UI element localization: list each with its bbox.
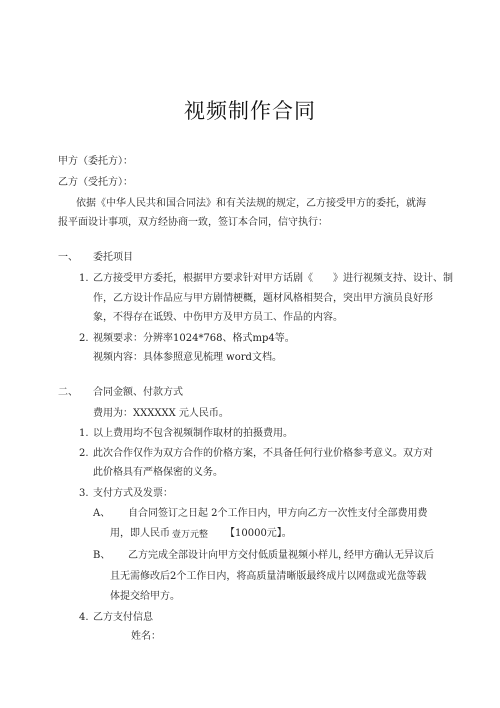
intro-paragraph-line-2: 报平面设计事项，双方经协商一致，签订本合同，信守执行：: [58, 217, 328, 228]
section-2-item-3-number: 3.: [79, 488, 89, 499]
section-2-item-3-text: 支付方式及发票：: [93, 488, 173, 499]
section-2-heading: 合同金额、付款方式: [93, 387, 183, 398]
section-1-item-2-line-1: 视频要求：分辨率1024*768、格式mp4等。: [93, 333, 295, 344]
section-1-item-1-line-1: 乙方接受甲方委托，根据甲方要求针对甲方话剧《 》进行视频支持、设计、制: [93, 273, 453, 284]
section-1-number: 一、: [58, 252, 78, 263]
amount-in-words: 壹万元整: [172, 530, 209, 540]
section-1-item-2-line-2: 视频内容：具体参照意见梳理 word文档。: [93, 352, 282, 363]
fee-line: 费用为：XXXXXX 元人民币。: [93, 408, 229, 419]
section-1-item-2-number: 2.: [79, 333, 89, 344]
sub-item-a-label: A、: [93, 508, 111, 519]
sub-item-b-line-1-start: 乙方完成全部设计向甲方交付低质量视频小样儿，: [128, 550, 348, 561]
section-2-item-2-line-2: 此价格具有严格保密的义务。: [93, 467, 223, 478]
party-b-label: 乙方（受托方）：: [58, 177, 133, 188]
section-2-item-2-line-1: 此次合作仅作为双方合作的价格方案，不具备任何行业价格参考意义。双方对: [93, 448, 433, 459]
sub-item-a-line-1: 自合同签订之日起 2个工作日内，甲方向乙方一次性支付全部费用费: [128, 508, 428, 519]
section-2-item-4-number: 4.: [79, 612, 89, 623]
sub-item-b-label: B、: [93, 550, 111, 561]
document-title: 视频制作合同: [184, 99, 316, 123]
section-2-item-1-number: 1.: [79, 428, 89, 439]
section-1-item-1-number: 1.: [79, 273, 89, 284]
section-2-number: 二、: [58, 387, 78, 398]
section-1-item-1-line-3: 象，不得存在诋毁、中伤甲方及甲方员工、作品的内容。: [93, 312, 343, 323]
section-2-item-4-text: 乙方支付信息: [93, 612, 153, 623]
sub-item-a-line-2-start: 用，即人民币: [110, 528, 170, 539]
intro-paragraph-line-1: 依据《中华人民共和国合同法》和有关法规的规定，乙方接受甲方的委托，就海: [76, 198, 426, 209]
amount-in-figures: 【10000元】。: [225, 528, 292, 539]
section-1-heading: 委托项目: [93, 252, 133, 263]
section-2-item-1-text: 以上费用均不包含视频制作取材的拍摄费用。: [93, 428, 293, 439]
name-label: 姓名：: [131, 631, 161, 642]
party-a-label: 甲方（委托方）：: [58, 156, 133, 167]
section-2-item-2-number: 2.: [79, 448, 89, 459]
sub-item-b-line-2: 且无需修改后2个工作日内，将高质量清晰版最终成片以网盘或光盘等载: [110, 571, 427, 582]
section-1-item-1-line-2: 作，乙方设计作品应与甲方剧情梗概，题材风格相契合，突出甲方演员良好形: [93, 293, 433, 304]
sub-item-b-line-1-end: 经甲方确认无异议后: [344, 550, 434, 561]
sub-item-b-line-3: 体提交给甲方。: [110, 591, 180, 602]
